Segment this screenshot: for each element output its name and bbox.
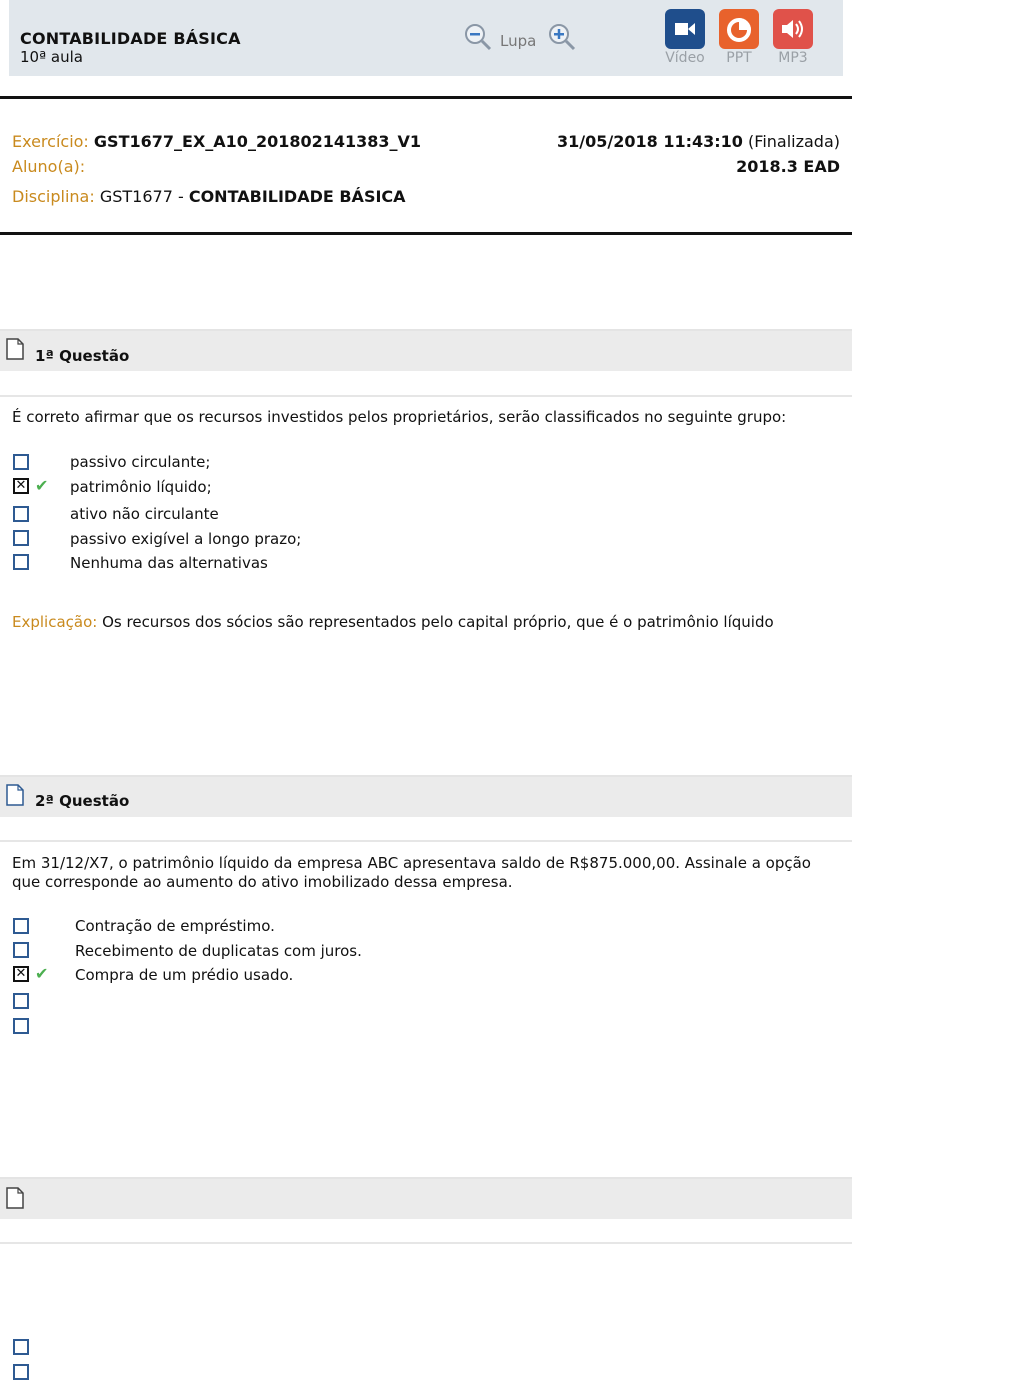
discipline-name: CONTABILIDADE BÁSICA: [188, 187, 406, 206]
ppt-button[interactable]: [719, 9, 759, 49]
mp3-button[interactable]: [773, 9, 813, 49]
question-header: [0, 1177, 852, 1219]
divider: [0, 96, 852, 99]
datetime-row: [557, 132, 840, 151]
student-label: Aluno(a):: [12, 157, 86, 176]
status: (Finalizada): [748, 132, 840, 151]
zoom-in-icon[interactable]: [547, 22, 577, 52]
question-divider: [0, 840, 852, 842]
video-label: Vídeo: [665, 50, 705, 66]
speaker-icon: [773, 9, 813, 49]
ppt-label: PPT: [726, 50, 752, 66]
option-label: patrimônio líquido;: [70, 478, 212, 496]
option-label: Nenhuma das alternativas: [70, 554, 268, 572]
document-icon: [6, 338, 24, 360]
question-title: 2ª Questão: [35, 792, 130, 810]
option-checkbox[interactable]: [13, 1339, 29, 1355]
discipline-row: [12, 187, 406, 206]
question-divider: [0, 395, 852, 397]
explanation: [12, 613, 842, 632]
discipline-label: Disciplina:: [12, 187, 95, 206]
option-checkbox[interactable]: [13, 918, 29, 934]
option-checkbox[interactable]: [13, 993, 29, 1009]
explanation-text: Os recursos dos sócios são representados pelo capital próprio, que é o patrimônio líquido: [102, 613, 774, 631]
option-checkbox[interactable]: [13, 530, 29, 546]
document-icon: [6, 784, 24, 806]
discipline-code: GST1677 -: [99, 187, 189, 206]
option-label: ativo não circulante: [70, 505, 219, 523]
datetime: 31/05/2018 11:43:10: [557, 132, 743, 151]
term: 2018.3 EAD: [736, 157, 840, 176]
lupa-label: Lupa: [500, 32, 537, 50]
question-divider: [0, 1242, 852, 1244]
exercise-value: GST1677_EX_A10_201802141383_V1: [93, 132, 422, 151]
mp3-label: MP3: [778, 50, 808, 66]
pie-chart-icon: [719, 9, 759, 49]
option-checkbox-checked[interactable]: ✕: [13, 966, 29, 982]
course-title: CONTABILIDADE BÁSICA: [20, 29, 241, 48]
option-label: Contração de empréstimo.: [75, 917, 275, 935]
video-camera-icon: [665, 9, 705, 49]
option-checkbox-checked[interactable]: ✕: [13, 478, 29, 494]
option-checkbox[interactable]: [13, 942, 29, 958]
option-label: Compra de um prédio usado.: [75, 966, 294, 984]
zoom-out-icon[interactable]: [463, 22, 493, 52]
document-icon: [6, 1187, 24, 1209]
explanation-label: Explicação:: [12, 613, 98, 631]
option-checkbox[interactable]: [13, 506, 29, 522]
option-checkbox[interactable]: [13, 454, 29, 470]
option-checkbox[interactable]: [13, 1364, 29, 1380]
question-text: que corresponde ao aumento do ativo imobilizado dessa empresa.: [12, 873, 513, 891]
correct-check-icon: ✔: [35, 964, 49, 983]
option-label: passivo circulante;: [70, 453, 211, 471]
lesson-label: 10ª aula: [20, 48, 83, 66]
correct-check-icon: ✔: [35, 476, 49, 495]
divider: [0, 232, 852, 235]
video-button[interactable]: [665, 9, 705, 49]
option-label: passivo exigível a longo prazo;: [70, 530, 302, 548]
option-label: Recebimento de duplicatas com juros.: [75, 942, 362, 960]
question-text: Em 31/12/X7, o patrimônio líquido da empresa ABC apresentava saldo de R$875.000,00. Assinale a opção: [12, 854, 811, 872]
option-checkbox[interactable]: [13, 554, 29, 570]
question-title: 1ª Questão: [35, 347, 130, 365]
option-checkbox[interactable]: [13, 1018, 29, 1034]
exercise-row: [12, 132, 421, 151]
exercise-label: Exercício:: [12, 132, 89, 151]
question-text: É correto afirmar que os recursos investidos pelos proprietários, serão classificados no seguinte grupo:: [12, 408, 787, 426]
